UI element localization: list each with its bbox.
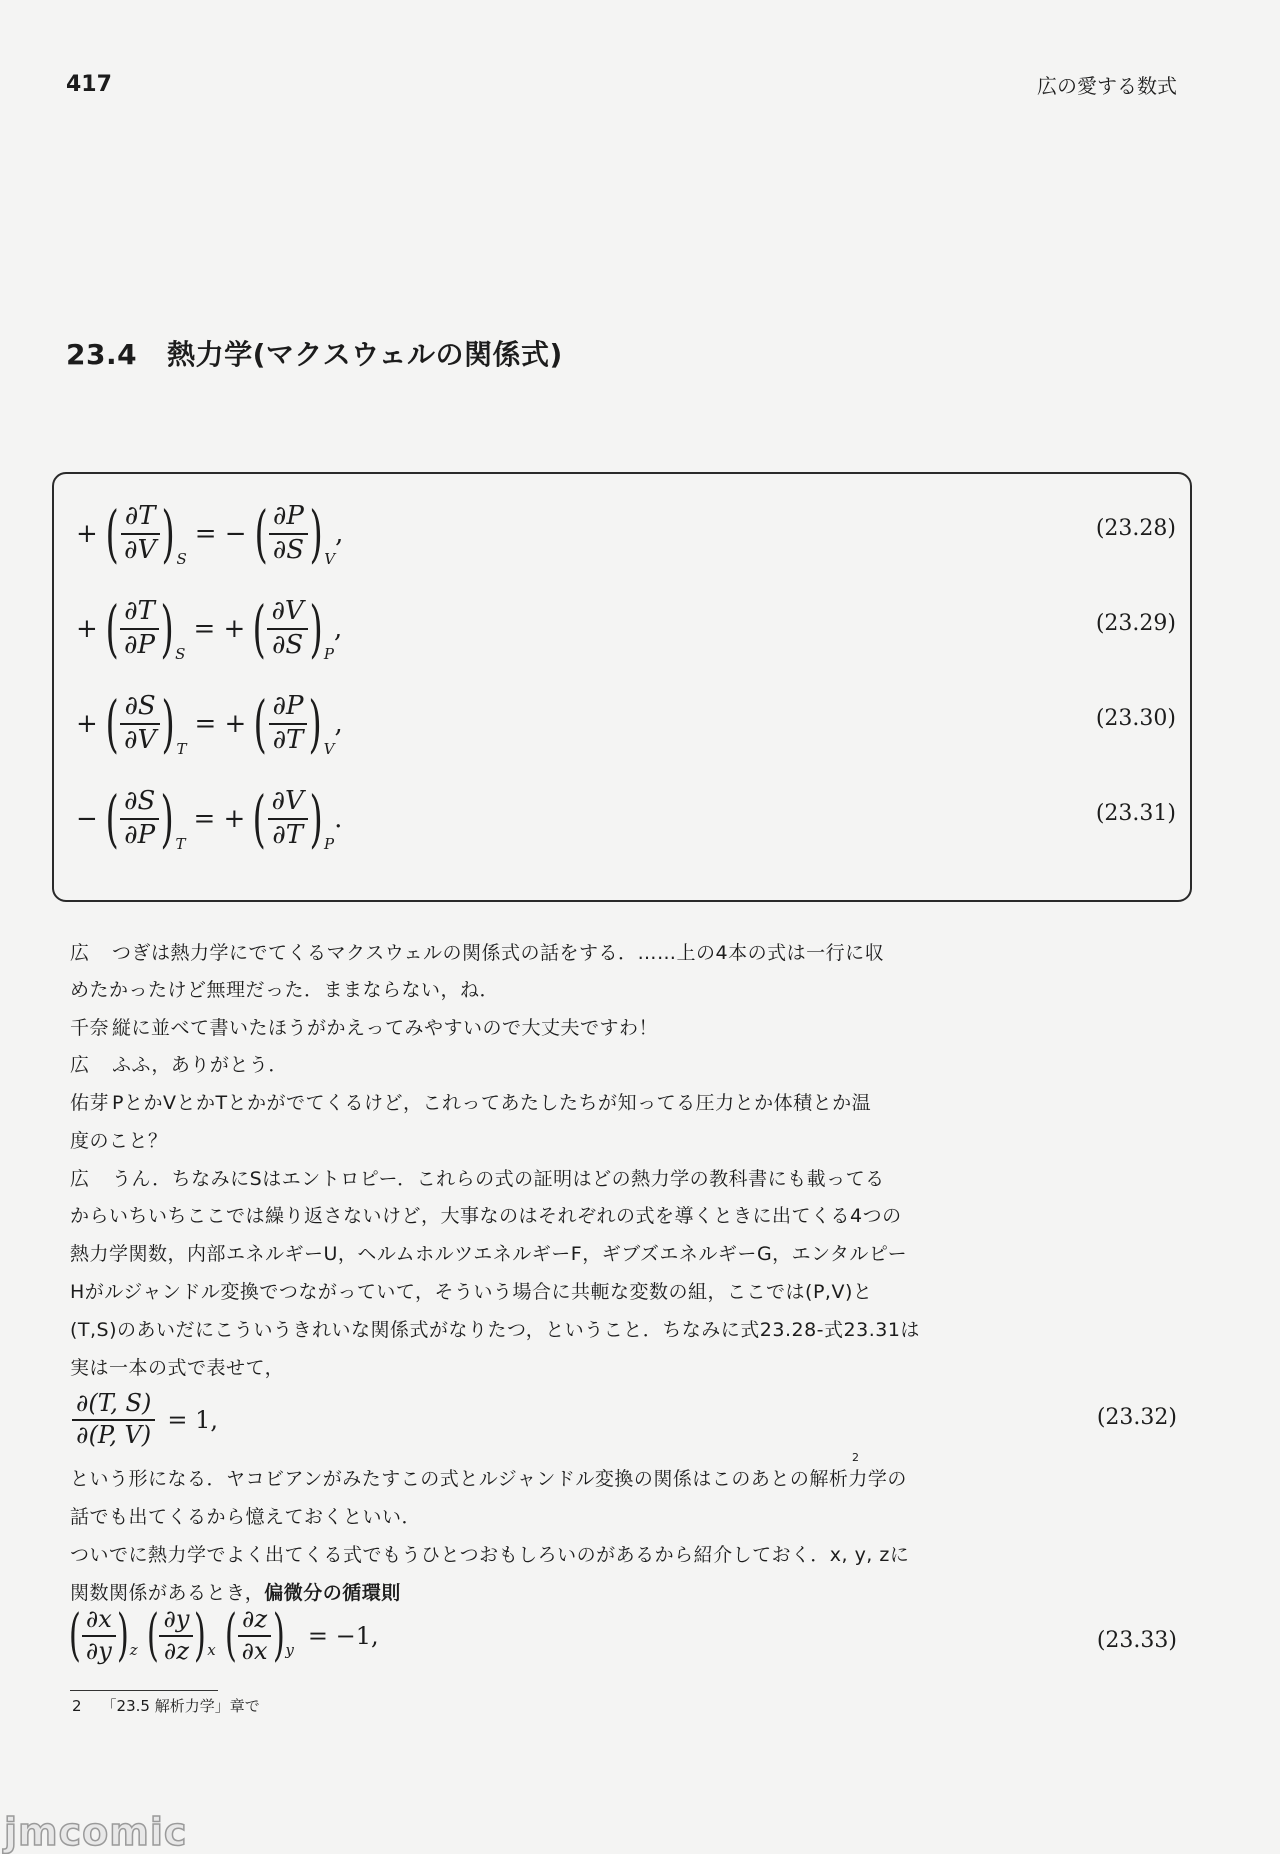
term-subscript: x: [207, 1641, 216, 1660]
equals-sign: = +: [193, 804, 246, 834]
rhs-denominator: ∂S: [271, 630, 304, 660]
speaker-name: 千奈: [70, 1017, 110, 1039]
paragraph-line: [70, 1578, 401, 1605]
dialogue-line: [70, 1315, 920, 1342]
cyclic-rhs: = −1,: [307, 1621, 379, 1650]
dialogue-text: うん．ちなみにSはエントロピー．これらの式の証明はどの熱力学の教科書にも載ってる: [112, 1168, 885, 1190]
leading-sign: +: [76, 614, 98, 644]
speaker-name: 広: [70, 1168, 90, 1190]
equation-number: (23.28): [1095, 516, 1176, 541]
equation-number: (23.31): [1095, 801, 1176, 826]
leading-sign: +: [76, 519, 98, 549]
rhs-numerator: ∂P: [269, 502, 308, 535]
equation-number: (23.32): [1096, 1405, 1177, 1430]
paragraph-line: 話でも出てくるから憶えておくといい．: [70, 1506, 422, 1528]
dialogue-text: 度のこと？: [70, 1130, 168, 1152]
speaker-name: 佑芽: [70, 1092, 110, 1114]
equation: − ( $\frac{\partial S}{\partial P}$ ) T = + ( $\frac{\partial V}{\partial T}$ ) P .: [76, 782, 343, 855]
lhs-numerator: ∂T: [121, 502, 160, 535]
dialogue-text: 実は一本の式で表せて，: [70, 1357, 285, 1379]
trailing-punct: .: [334, 804, 343, 834]
section-title-text: 熱力学(マクスウェルの関係式): [167, 338, 563, 371]
leading-sign: −: [76, 804, 98, 834]
equals-sign: = −: [194, 519, 247, 549]
equation-row: [54, 494, 1190, 574]
term-subscript: z: [129, 1641, 138, 1660]
lhs-numerator: ∂S: [120, 692, 159, 725]
equation-row: [54, 684, 1190, 764]
jacobian-rhs: = 1,: [167, 1405, 218, 1434]
dialogue-line: [70, 975, 499, 1002]
dialogue-text: ふふ，ありがとう．: [112, 1054, 288, 1076]
trailing-punct: ,: [334, 614, 343, 644]
rhs-numerator: ∂P: [269, 692, 308, 725]
rhs-denominator: ∂T: [272, 820, 304, 850]
equation-row: [54, 589, 1190, 669]
dialogue-line: [70, 1239, 907, 1266]
dialogue-line: [70, 1088, 871, 1115]
rhs-subscript: P: [323, 645, 335, 663]
dialogue-text: Hがルジャンドル変換でつながっていて，そういう場合に共軛な変数の組，ここでは(P,V)と: [70, 1281, 873, 1303]
term-subscript: y: [285, 1641, 294, 1660]
dialogue-text: 熱力学関数，内部エネルギーU，ヘルムホルツエネルギーF，ギブズエネルギーG，エンタルピー: [70, 1243, 908, 1265]
jacobian-equation: [70, 1390, 218, 1449]
dialogue-text: PとかVとかTとかがでてくるけど，これってあたしたちが知ってる圧力とか体積とか温: [112, 1092, 872, 1114]
lhs-subscript: T: [175, 835, 186, 853]
equation: + ( $\frac{\partial S}{\partial V}$ ) T = + ( $\frac{\partial P}{\partial T}$ ) V ,: [76, 687, 343, 760]
trailing-punct: ,: [334, 709, 343, 739]
dialogue-line: [70, 1013, 658, 1040]
dialogue-line: [70, 1353, 284, 1380]
dialogue-text: めたかったけど無理だった．ままならない，ね．: [70, 979, 500, 1001]
jacobian-denominator: ∂(P, V): [76, 1420, 152, 1449]
rhs-denominator: ∂S: [272, 535, 305, 565]
dialogue-line: [70, 1277, 872, 1304]
rhs-subscript: V: [323, 740, 335, 758]
speaker-name: 広: [70, 1054, 90, 1076]
dialogue-text: つぎは熱力学にでてくるマクスウェルの関係式の話をする．……上の4本の式は一行に収: [112, 942, 885, 964]
dialogue-line: [70, 1164, 885, 1191]
rhs-numerator: ∂V: [268, 787, 308, 820]
lhs-subscript: S: [175, 645, 186, 663]
term-numerator: ∂x: [82, 1606, 116, 1637]
trailing-punct: ,: [335, 519, 344, 549]
equation-number: (23.30): [1095, 706, 1176, 731]
term-denominator: ∂x: [241, 1636, 268, 1665]
footnote-text: 「23.5 解析力学」章で: [101, 1697, 260, 1715]
lhs-denominator: ∂V: [124, 725, 157, 755]
lhs-denominator: ∂P: [124, 820, 156, 850]
section-number: 23.4: [66, 338, 138, 371]
footnote-mark: 2: [72, 1697, 82, 1715]
paragraph-line: という形になる．ヤコビアンがみたすこの式とルジャンドル変換の関係はこのあとの解析力学の: [70, 1468, 907, 1490]
equals-sign: = +: [194, 709, 247, 739]
equation-number: (23.29): [1095, 611, 1176, 636]
rhs-subscript: P: [323, 835, 335, 853]
paragraph-line: ついでに熱力学でよく出てくる式でもうひとつおもしろいのがあるから紹介しておく．x, y, zに: [70, 1544, 910, 1566]
rhs-subscript: V: [324, 550, 336, 568]
lhs-subscript: T: [176, 740, 187, 758]
equation-number: (23.33): [1096, 1628, 1177, 1653]
equation-row: [54, 779, 1190, 859]
speaker-name: 広: [70, 942, 90, 964]
rhs-numerator: ∂V: [267, 597, 307, 630]
dialogue-line: [70, 1050, 288, 1077]
footnote: [72, 1695, 260, 1716]
equals-sign: = +: [193, 614, 246, 644]
lhs-numerator: ∂S: [120, 787, 159, 820]
leading-sign: +: [76, 709, 98, 739]
section-title: [66, 333, 563, 373]
maxwell-relations-box: [52, 472, 1192, 902]
term-denominator: ∂z: [163, 1636, 189, 1665]
dialogue-line: [70, 1201, 902, 1228]
equation: + ( $\frac{\partial T}{\partial V}$ ) S = − ( $\frac{\partial P}{\partial S}$ ) V ,: [76, 497, 344, 570]
jacobian-numerator: ∂(T, S): [72, 1390, 155, 1421]
dialogue-text: 縦に並べて書いたほうがかえってみやすいので大丈夫ですわ！: [112, 1017, 659, 1039]
watermark-logo: jmcomic: [4, 1810, 188, 1854]
lhs-numerator: ∂T: [120, 597, 159, 630]
term-numerator: ∂z: [238, 1606, 271, 1637]
lhs-denominator: ∂P: [124, 630, 155, 660]
equation: + ( $\frac{\partial T}{\partial P}$ ) S = + ( $\frac{\partial V}{\partial S}$ ) P ,: [76, 592, 343, 665]
page-number: 417: [66, 72, 112, 97]
lhs-subscript: S: [176, 550, 187, 568]
rhs-denominator: ∂T: [272, 725, 304, 755]
dialogue-line: [70, 1126, 168, 1153]
footnote-marker: 2: [852, 1451, 859, 1464]
cyclic-rule-term: 偏微分の循環則: [264, 1582, 401, 1604]
cyclic-rule-equation: ( $\frac{\partial x}{\partial y}$ ) z ( $\frac{\partial y}{\partial z}$ ) x ( $\frac{\partial z}{\partial x}$ ) y = −1,: [68, 1602, 379, 1668]
footnote-rule: [70, 1690, 218, 1691]
term-numerator: ∂y: [159, 1606, 193, 1637]
term-denominator: ∂y: [85, 1636, 112, 1665]
dialogue-line: [70, 938, 884, 965]
lhs-denominator: ∂V: [124, 535, 157, 565]
dialogue-text: (T,S)のあいだにこういうきれいな関係式がなりたつ，ということ．ちなみに式23.28-式23.31は: [70, 1319, 920, 1341]
dialogue-text: からいちいちここでは繰り返さないけど，大事なのはそれぞれの式を導くときに出てくる4つの: [70, 1205, 902, 1227]
cyclic-intro: 関数関係があるとき，: [70, 1582, 265, 1604]
running-head: 広の愛する数式: [1037, 74, 1177, 98]
